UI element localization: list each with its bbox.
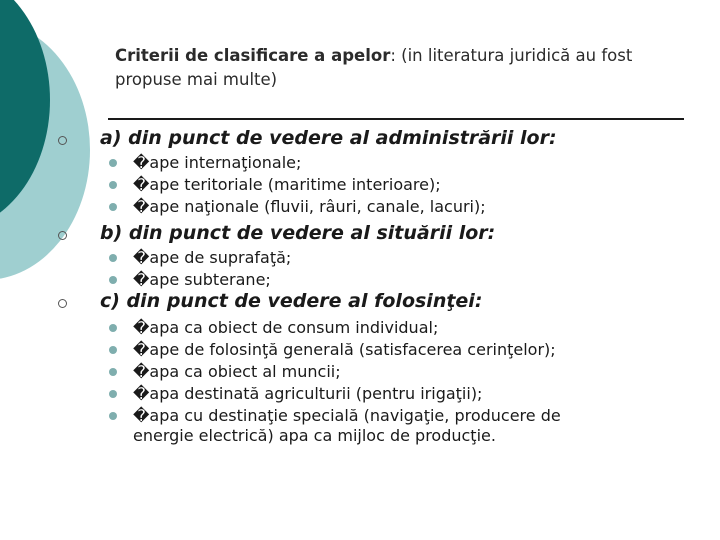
section-bullet-icon — [58, 231, 67, 240]
section-bullet-icon — [58, 299, 67, 308]
section-heading: b) din punct de vedere al situării lor: — [100, 222, 496, 244]
bullet-dot-icon — [109, 276, 117, 284]
bullet-dot-icon — [109, 390, 117, 398]
list-item-text: �ape internaţionale; — [133, 153, 302, 172]
list-item-text: �apa ca obiect al muncii; — [133, 362, 341, 381]
bullet-dot-icon — [109, 203, 117, 211]
section-bullet-icon — [58, 136, 67, 145]
list-item-text: �ape de suprafaţă; — [133, 248, 292, 267]
bullet-dot-icon — [109, 254, 117, 262]
bullet-dot-icon — [109, 324, 117, 332]
bullet-dot-icon — [109, 159, 117, 167]
bullet-dot-icon — [109, 181, 117, 189]
bullet-dot-icon — [109, 412, 117, 420]
list-item-text: �ape naţionale (fluvii, râuri, canale, lacuri); — [133, 197, 486, 216]
list-item-text: �apa ca obiect de consum individual; — [133, 318, 439, 337]
title-rest: : (in literatura juridică au fost propuse mai multe) — [115, 46, 633, 89]
section-heading: c) din punct de vedere al folosinţei: — [100, 290, 483, 312]
list-item-continuation: energie electrică) apa ca mijloc de producţie. — [133, 426, 496, 445]
list-item-text: �apa cu destinaţie specială (navigaţie, producere de — [133, 406, 561, 425]
list-item-text: �ape de folosinţă generală (satisfacerea cerinţelor); — [133, 340, 556, 359]
section-heading: a) din punct de vedere al administrării lor: — [100, 127, 557, 149]
list-item-text: �apa destinată agriculturii (pentru irigaţii); — [133, 384, 483, 403]
bullet-dot-icon — [109, 346, 117, 354]
list-item-text: �ape teritoriale (maritime interioare); — [133, 175, 441, 194]
list-item-text: �ape subterane; — [133, 270, 271, 289]
title-bold: Criterii de clasificare a apelor — [115, 46, 391, 65]
bullet-dot-icon — [109, 368, 117, 376]
